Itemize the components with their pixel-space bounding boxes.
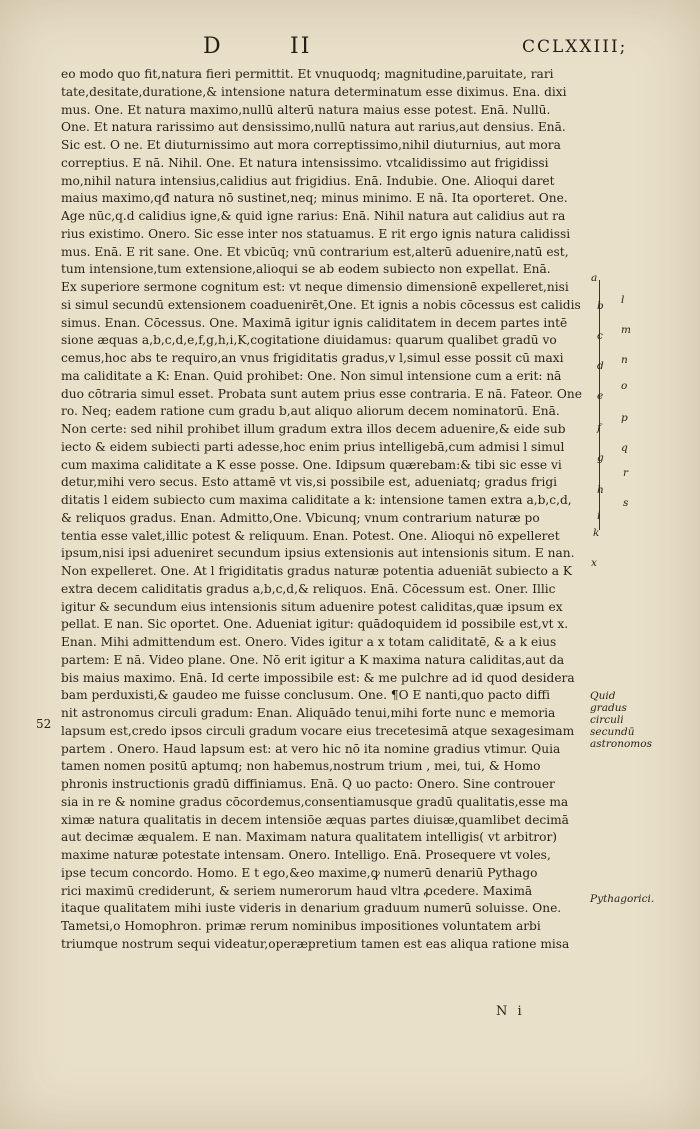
text-line: Enan. Mihi admittendum est. Onero. Vides igitur a x totam caliditatē, & a k eius: [61, 635, 557, 649]
margin-letter: f: [597, 422, 601, 434]
text-line: eo modo quo fit,natura fieri permittit. Et vnuquodq; magnitudine,paruitate, rari: [61, 67, 554, 81]
margin-letter: c: [597, 330, 603, 342]
marginal-note-circle-degree: Quid gradus circuli secundū astronomos: [590, 690, 652, 750]
running-head: [0, 34, 700, 64]
text-line: duo cōtraria simul esset. Probata sunt autem prius esse contraria. E nā. Fateor. One: [61, 386, 582, 401]
text-line: bam perduxisti,& gaudeo me fuisse conclusum. One. ¶O E nanti,quo pacto diffi: [61, 688, 550, 703]
text-line: Tametsi,o Homophron. primæ rerum nominibus impositiones voluntatem arbi: [61, 919, 541, 933]
text-line: detur,mihi vero secus. Esto attamē vt vis,si possibile est, adueniatq; gradus frigi: [61, 475, 558, 490]
margin-letter: l: [621, 294, 625, 306]
text-line: ipse tecum concordo. Homo. E t ego,&eo maxime,ꝙ numerū denariū Pythago: [61, 865, 538, 880]
text-line: ditatis l eidem subiecto cum maxima caliditate a k: intensione tamen extra a,b,c,d,: [61, 493, 572, 507]
margin-letter: d: [597, 360, 604, 372]
margin-letter: o: [621, 380, 628, 392]
margin-letter: p: [621, 412, 628, 424]
margin-letter: g: [597, 452, 604, 464]
text-line: mus. One. Et natura maximo,nullū alterū natura maius esse potest. Enā. Nullū.: [61, 102, 551, 117]
text-line: itaque qualitatem mihi iuste videris in denarium graduum numerū soluisse. One.: [61, 901, 562, 916]
margin-letter: n: [621, 354, 628, 366]
text-line: tum intensione,tum extensione,alioqui se ab eodem subiecto non expellat. Enā.: [61, 262, 551, 277]
margin-letter: m: [621, 324, 631, 336]
text-line: triumque nostrum sequi videatur,operæpretium tamen est eas aliqua ratione misa: [61, 936, 570, 951]
text-line: nit astronomus circuli gradum: Enan. Aliquādo tenui,mihi forte nunc e memoria: [61, 706, 556, 720]
text-line: sione æquas a,b,c,d,e,f,g,h,i,K,cogitatione diuidamus: quarum qualibet gradū vo: [61, 333, 557, 348]
text-line: simus. Enan. Cōcessus. One. Maximā igitur ignis caliditatem in decem partes intē: [61, 315, 568, 330]
text-line: rius existimo. Onero. Sic esse inter nos statuamus. E rit ergo ignis natura calidissi: [61, 226, 571, 241]
text-line: ximæ natura qualitatis in decem intensiōe æquas partes diuisæ,quamlibet decimā: [61, 812, 569, 827]
margin-letter: e: [597, 390, 604, 402]
text-line: iecto & eidem subiecti parti adesse,hoc enim prius intelligebā,cum admisi l simul: [61, 439, 565, 454]
text-line: correptius. E nā. Nihil. One. Et natura intensissimo. vtcalidissimo aut frigidissi: [61, 155, 549, 170]
text-line: lapsum est,credo ipsos circuli gradum vocare eius trecetesimā atque sexagesimam: [61, 723, 575, 738]
text-line: ma caliditate a K: Enan. Quid prohibet: One. Non simul intensione cum a erit: nā: [61, 368, 562, 383]
marginal-note-pythagorici: Pythagorici.: [590, 893, 655, 905]
text-line: mus. Enā. E rit sane. One. Et vbicūq; vnū contrarium est,alterū aduenire,natū est,: [61, 244, 569, 259]
text-line: ro. Neq; eadem ratione cum gradu b,aut aliquo aliorum decem nominatorū. Enā.: [61, 404, 560, 419]
text-line: maxime naturæ potestate intensam. Onero. Intelligo. Enā. Prosequere vt voles,: [61, 848, 551, 862]
text-line: Ex superiore sermone cognitum est: vt neque dimensio dimensionē expelleret,nisi: [61, 280, 569, 294]
text-line: bis maius maximo. Enā. Id certe impossibile est: & me pulchre ad id quod desidera: [61, 670, 575, 685]
text-line: & reliquos gradus. Enan. Admitto,One. Vbicunq; vnum contrarium naturæ po: [61, 510, 540, 525]
text-line: cum maxima caliditate a K esse posse. One. Idipsum quærebam:& tibi sic esse vi: [61, 457, 562, 472]
margin-letter: q: [621, 442, 628, 454]
margin-letters: [589, 272, 644, 572]
margin-letter: k: [593, 527, 600, 539]
marginal-line-number: 52: [36, 717, 52, 731]
margin-letter: h: [597, 484, 604, 496]
margin-letter: s: [623, 497, 629, 509]
text-line: pellat. E nan. Sic oportet. One. Adueniat igitur: quādoquidem id possibile est,vt x.: [61, 617, 569, 632]
text-line: si simul secundū extensionem coaduenirēt,One. Et ignis a nobis cōcessus est calidis: [61, 297, 581, 312]
header-signature: D: [203, 34, 223, 59]
text-line: Sic est. O ne. Et diuturnissimo aut mora correptissimo,nihil diuturnius, aut mora: [61, 138, 561, 152]
footer-signature: N i: [496, 1004, 525, 1019]
text-line: Non expelleret. One. At l frigiditatis gradus naturæ potentia adueniāt subiecto a K: [61, 564, 573, 578]
text-line: cemus,hoc abs te requiro,an vnus frigiditatis gradus,v l,simul esse possit cū maxi: [61, 351, 564, 365]
text-line: ipsum,nisi ipsi adueniret secundum ipsius extensionis aut intensionis situm. E nan.: [61, 546, 575, 561]
header-column: II: [290, 34, 312, 59]
margin-letter: i: [597, 510, 601, 522]
text-line: extra decem caliditatis gradus a,b,c,d,& reliquos. Enā. Cōcessum est. Oner. Illic: [61, 581, 556, 596]
text-line: One. Et natura rarissimo aut densissimo,nullū natura aut rarius,aut densius. Enā.: [61, 120, 566, 135]
text-line: tamen nomen positū aptumq; non habemus,nostrum trium , mei, tui, & Homo: [61, 759, 541, 774]
margin-letter: a: [591, 272, 598, 284]
text-line: rici maximū crediderunt, & seriem numerorum haud vltra ꝓcedere. Maximā: [61, 883, 533, 898]
text-line: Non certe: sed nihil prohibet illum gradum extra illos decem aduenire,& eide sub: [61, 422, 566, 436]
text-line: igitur & secundum eius intensionis situm aduenire potest caliditas,quæ ipsum ex: [61, 599, 563, 614]
text-line: partem . Onero. Haud lapsum est: at vero hic nō ita nomine gradius vtimur. Quia: [61, 741, 561, 756]
margin-letter: x: [591, 557, 597, 569]
text-line: tate,desitate,duratione,& intensione natura determinatum esse diximus. Ena. dixi: [61, 84, 567, 99]
text-line: sia in re & nomine gradus cōcordemus,consentiamusque gradū qualitatis,esse ma: [61, 794, 569, 809]
margin-letter: r: [623, 467, 629, 479]
margin-letter: b: [597, 300, 604, 312]
body-text: [61, 66, 583, 954]
text-line: Age nūc,q.d calidius igne,& quid igne rarius: Enā. Nihil natura aut calidius aut ra: [61, 209, 566, 223]
text-line: maius maximo,qđ natura nō sustinet,neq; minus minimo. E nā. Ita oporteret. One.: [61, 191, 568, 206]
text-line: partem: E nā. Video plane. One. Nō erit igitur a K maxima natura caliditas,aut da: [61, 652, 565, 667]
text-line: aut decimæ æqualem. E nan. Maximam natura qualitatem intelligis( vt arbitror): [61, 830, 558, 845]
text-line: phronis instructionis gradū diffiniamus. Enā. Q uo pacto: Onero. Sine controuer: [61, 777, 555, 791]
text-line: tentia esse valet,illic potest & reliquum. Enan. Potest. One. Alioqui nō expelleret: [61, 528, 560, 543]
header-folio: CCLXXIII;: [522, 37, 628, 57]
text-line: mo,nihil natura intensius,calidius aut frigidius. Enā. Indubie. One. Alioqui daret: [61, 173, 555, 188]
